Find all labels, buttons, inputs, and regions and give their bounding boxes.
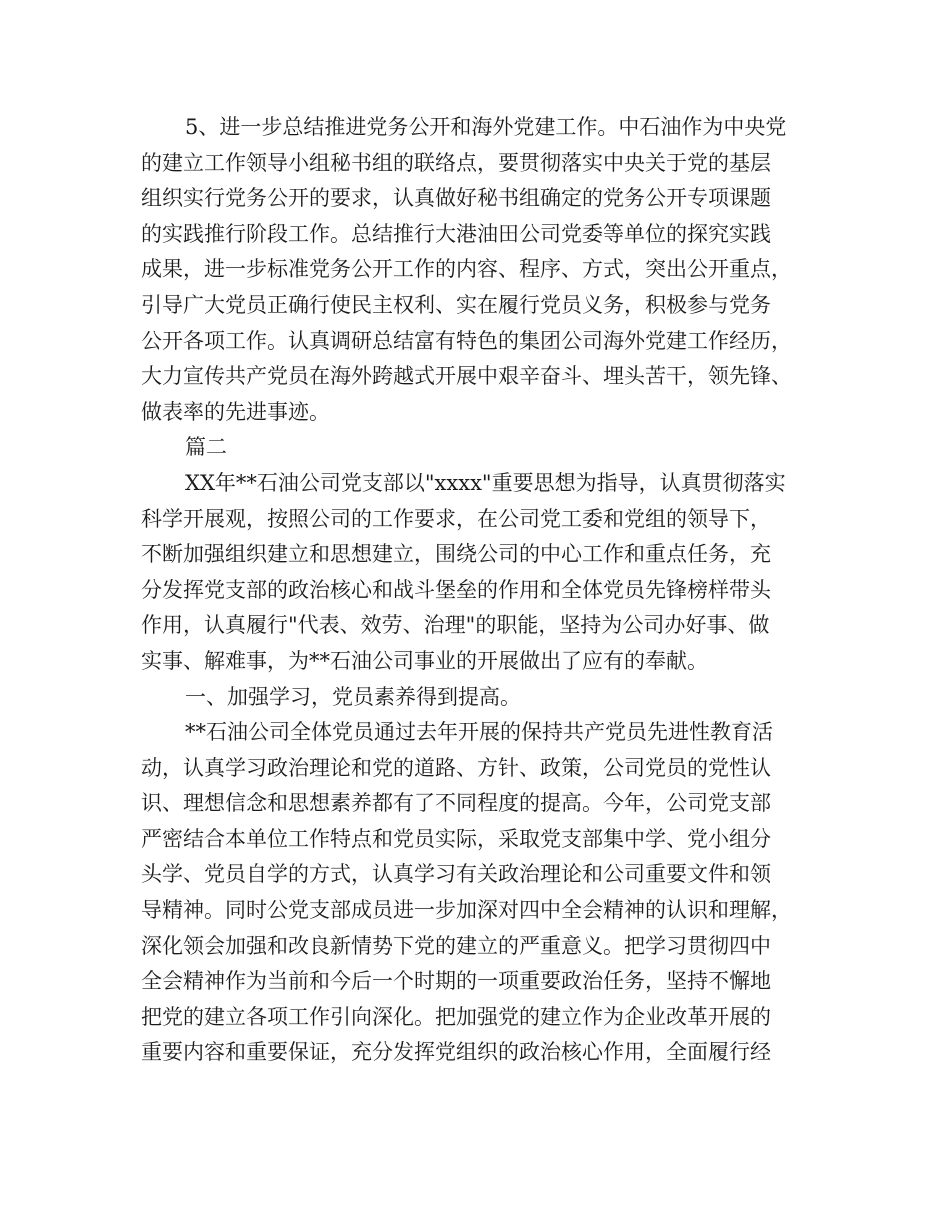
text-line: 深化领会加强和改良新情势下党的建立的严重意义。把学习贯彻四中 xyxy=(141,933,771,958)
text-line: 头学、党员自学的方式，认真学习有关政治理论和公司重要文件和领 xyxy=(141,862,771,887)
text-line: 导精神。同时公党支部成员进一步加深对四中全会精神的认识和理解， xyxy=(141,898,792,923)
text-line: 做表率的先进事迹。 xyxy=(141,399,330,424)
text-line: 把党的建立各项工作引向深化。把加强党的建立作为企业改革开展的 xyxy=(141,1004,771,1029)
text-line: 的建立工作领导小组秘书组的联络点，要贯彻落实中央关于党的基层 xyxy=(141,150,771,175)
text-line: 重要内容和重要保证，充分发挥党组织的政治核心作用，全面履行经 xyxy=(141,1040,771,1065)
text-line: 不断加强组织建立和思想建立，围绕公司的中心工作和重点任务，充 xyxy=(141,542,771,567)
text-line: 组织实行党务公开的要求，认真做好秘书组确定的党务公开专项课题 xyxy=(141,186,771,211)
text-line: 篇二 xyxy=(185,435,227,460)
text-line: 严密结合本单位工作特点和党员实际，采取党支部集中学、党小组分 xyxy=(141,826,771,851)
text-line: 的实践推行阶段工作。总结推行大港油田公司党委等单位的探究实践 xyxy=(141,221,771,246)
text-line: **石油公司全体党员通过去年开展的保持共产党员先进性教育活 xyxy=(185,720,773,745)
text-line: 识、理想信念和思想素养都有了不同程度的提高。今年，公司党支部 xyxy=(141,791,771,816)
text-line: 一、加强学习，党员素养得到提高。 xyxy=(185,684,521,709)
text-line: 公开各项工作。认真调研总结富有特色的集团公司海外党建工作经历， xyxy=(141,328,792,353)
document-body xyxy=(141,110,831,1071)
text-line: 作用，认真履行"代表、效劳、治理"的职能，坚持为公司办好事、做 xyxy=(141,613,770,638)
text-line: 分发挥党支部的政治核心和战斗堡垒的作用和全体党员先锋榜样带头 xyxy=(141,577,771,602)
text-line: 全会精神作为当前和今后一个时期的一项重要政治任务，坚持不懈地 xyxy=(141,969,771,994)
text-line: 5、进一步总结推进党务公开和海外党建工作。中石油作为中央党 xyxy=(185,115,787,139)
text-line: 动，认真学习政治理论和党的道路、方针、政策，公司党员的党性认 xyxy=(141,755,771,780)
text-line: 大力宣传共产党员在海外跨越式开展中艰辛奋斗、埋头苦干，领先锋、 xyxy=(141,364,792,389)
text-line: 实事、解难事，为**石油公司事业的开展做出了应有的奉献。 xyxy=(141,648,708,673)
text-line: 科学开展观，按照公司的工作要求，在公司党工委和党组的领导下， xyxy=(141,506,771,531)
text-line: 引导广大党员正确行使民主权利、实在履行党员义务，积极参与党务 xyxy=(141,292,771,317)
text-line: 成果，进一步标准党务公开工作的内容、程序、方式，突出公开重点， xyxy=(141,257,792,282)
text-line: XX年**石油公司党支部以"xxxx"重要思想为指导，认真贯彻落实 xyxy=(185,470,786,495)
